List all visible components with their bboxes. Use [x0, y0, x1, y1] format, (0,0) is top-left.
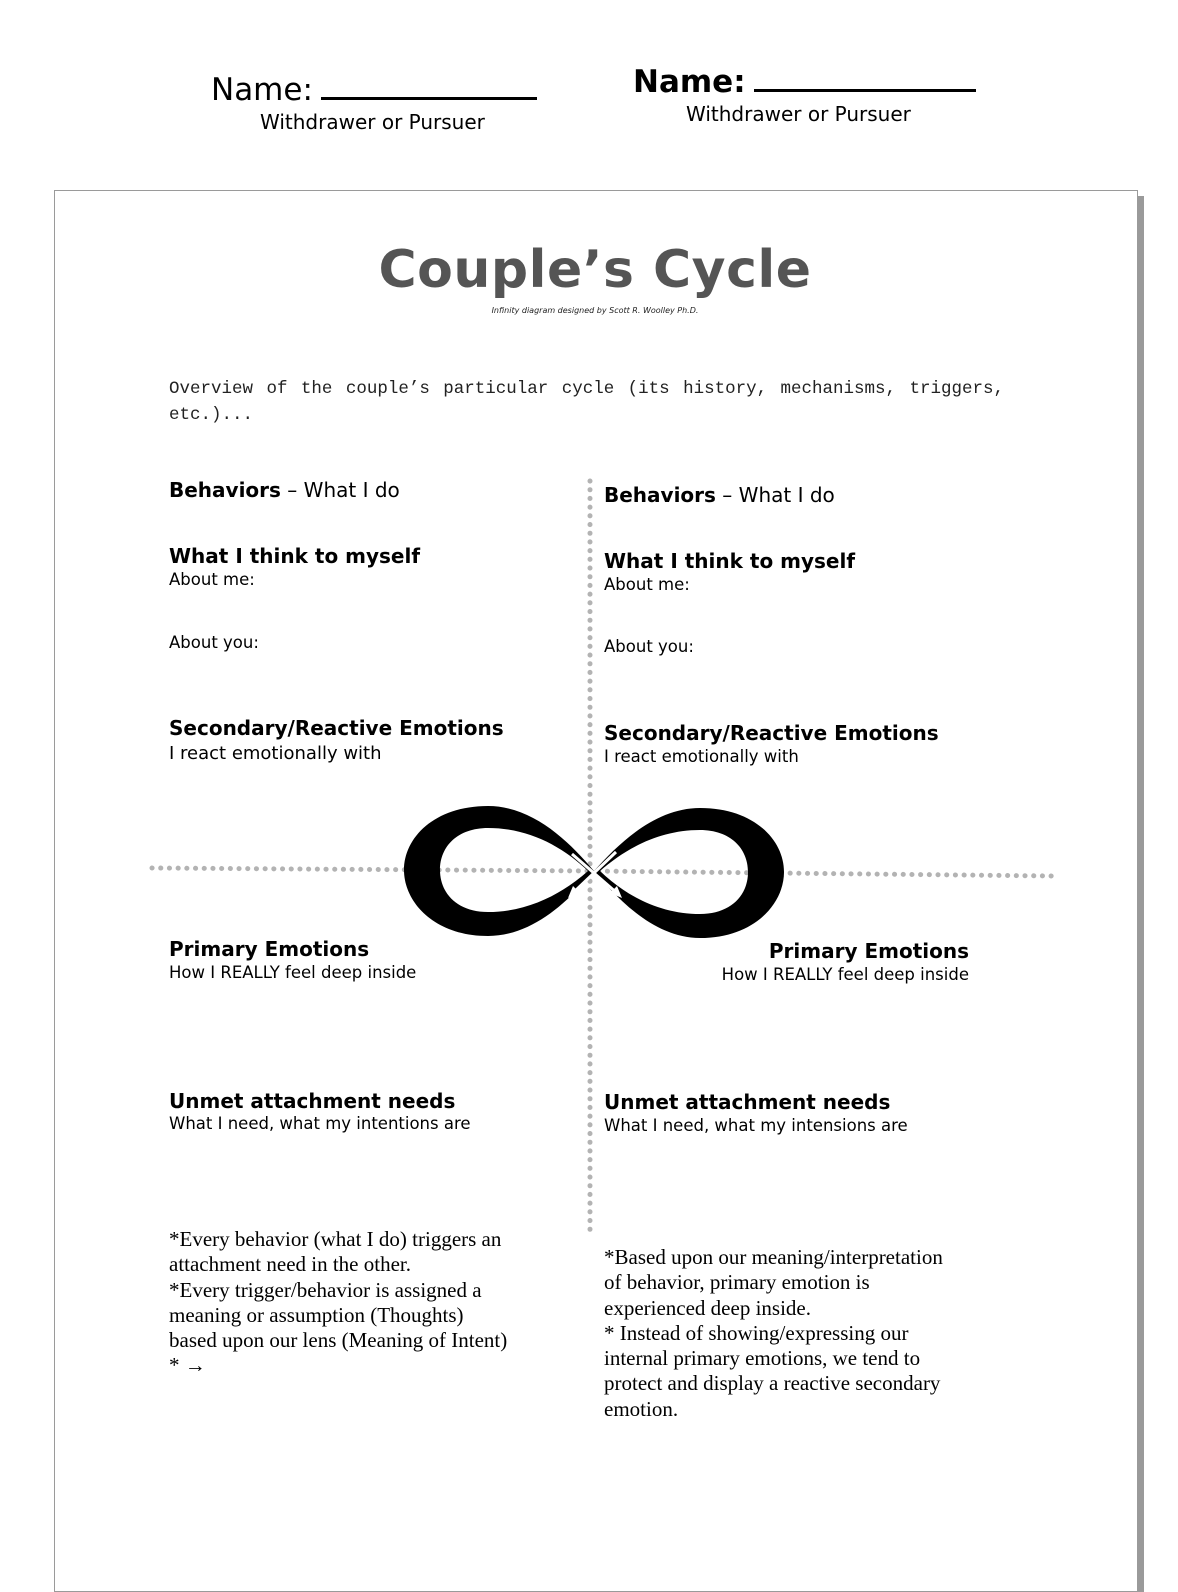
left-notes — [169, 1227, 549, 1379]
left-role-label: Withdrawer or Pursuer — [260, 110, 485, 134]
horizontal-divider-left — [152, 868, 590, 871]
left-name-label: Name: — [211, 72, 313, 108]
note-line: emotion. — [604, 1396, 679, 1421]
right-secondary-sub: I react emotionally with — [604, 747, 799, 766]
diagram-credit: Infinity diagram designed by Scott R. Woolley Ph.D. — [491, 306, 699, 315]
right-primary-heading: Primary Emotions — [768, 939, 969, 963]
right-secondary-heading: Secondary/Reactive Emotions — [604, 721, 939, 745]
note-line: meaning or assumption (Thoughts) — [169, 1302, 464, 1327]
right-about-me-label: About me: — [604, 575, 690, 594]
left-secondary-heading: Secondary/Reactive Emotions — [169, 716, 504, 740]
right-needs-sub: What I need, what my intensions are — [604, 1116, 908, 1135]
right-behaviors-heading: Behaviors – What I do — [604, 483, 835, 507]
note-line: * → — [169, 1353, 206, 1378]
horizontal-divider-right — [590, 871, 1052, 876]
left-about-you-label: About you: — [169, 633, 259, 652]
note-line: *Every trigger/behavior is assigned a — [169, 1277, 482, 1302]
left-secondary-sub: I react emotionally with — [169, 743, 382, 764]
note-line: based upon our lens (Meaning of Intent) — [169, 1328, 508, 1353]
right-about-you-label: About you: — [604, 637, 694, 656]
overview-prompt: Overview of the couple’s particular cycle (its history, mechanisms, triggers, etc.)... — [169, 379, 1004, 425]
left-primary-heading: Primary Emotions — [169, 937, 370, 961]
note-line: *Based upon our meaning/interpretation — [604, 1245, 943, 1269]
worksheet-title: Couple’s Cycle — [378, 240, 812, 300]
right-needs-heading: Unmet attachment needs — [604, 1090, 891, 1114]
note-line: protect and display a reactive secondary — [604, 1371, 941, 1396]
right-notes — [604, 1245, 984, 1422]
note-line: experienced deep inside. — [604, 1295, 811, 1320]
note-line: of behavior, primary emotion is — [604, 1270, 870, 1295]
left-behaviors-heading: Behaviors – What I do — [169, 478, 400, 502]
note-line: *Every behavior (what I do) triggers an — [169, 1227, 502, 1251]
right-name-label: Name: — [633, 64, 746, 100]
left-about-me-label: About me: — [169, 570, 255, 589]
left-needs-heading: Unmet attachment needs — [169, 1089, 456, 1113]
note-line: internal primary emotions, we tend to — [604, 1346, 921, 1371]
left-think-heading: What I think to myself — [169, 544, 421, 568]
note-line: attachment need in the other. — [169, 1252, 411, 1277]
right-role-label: Withdrawer or Pursuer — [686, 102, 911, 126]
right-primary-sub: How I REALLY feel deep inside — [721, 965, 969, 984]
note-line: * Instead of showing/expressing our — [604, 1320, 909, 1345]
left-needs-sub: What I need, what my intentions are — [169, 1114, 471, 1133]
left-primary-sub: How I REALLY feel deep inside — [169, 963, 417, 982]
right-think-heading: What I think to myself — [604, 549, 856, 573]
